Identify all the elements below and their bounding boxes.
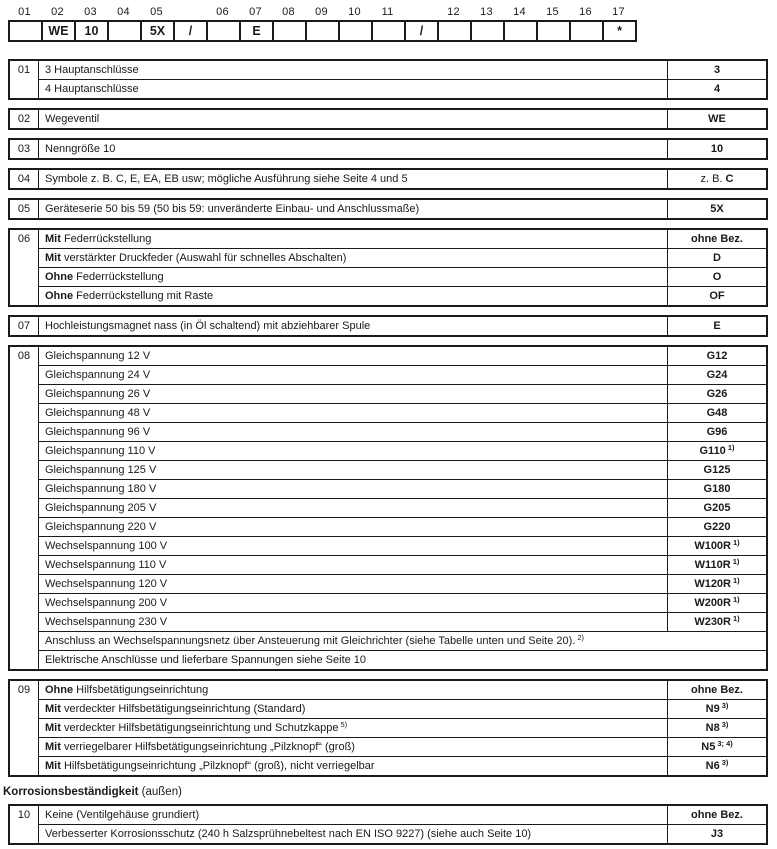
description-text: Federrückstellung: [73, 271, 164, 283]
section-number-05: 05: [10, 200, 39, 218]
table-row: [39, 267, 766, 286]
code-position-labels-row: [8, 6, 768, 20]
row-description: [39, 287, 667, 305]
code-value: 10: [710, 143, 724, 155]
corrosion-heading-rest: (außen): [138, 786, 182, 798]
code-value: W230R: [694, 616, 731, 628]
code-separator-cell-5: /: [175, 22, 208, 40]
code-cell-08: [274, 22, 307, 40]
code-value: G220: [703, 521, 731, 533]
code-value: 4: [713, 83, 721, 95]
row-description: [39, 140, 667, 158]
code-position-label-17: 17: [612, 6, 625, 18]
row-description: [39, 575, 667, 593]
description-text: Gleichspannung 24 V: [45, 369, 151, 381]
row-code: [667, 757, 766, 775]
code-footnote-ref: 3): [721, 701, 729, 710]
row-description: [39, 613, 667, 631]
code-footnote-ref: 1): [733, 576, 740, 585]
table-row: [39, 681, 766, 699]
description-text: verdeckter Hilfsbetätigungseinrichtung und Schutzkappe: [60, 722, 339, 734]
description-text: Anschluss an Wechselspannungsnetz über Ansteuerung mit Gleichrichter (siehe Tabelle unten und Seite 20).: [45, 635, 576, 647]
code-cell-04: [109, 22, 142, 40]
code-value: C: [725, 173, 734, 185]
code-value: E: [713, 320, 721, 332]
code-value: W110R: [694, 559, 731, 571]
description-bold-word: Mit: [45, 252, 61, 264]
row-description: [39, 537, 667, 555]
row-code: [667, 518, 766, 536]
description-text: Nenngröße 10: [45, 143, 116, 155]
description-text: Wechselspannung 120 V: [45, 578, 168, 590]
table-row: [39, 365, 766, 384]
description-text: Hilfsbetätigungseinrichtung: [73, 684, 209, 696]
description-text: Gleichspannung 205 V: [45, 502, 157, 514]
table-row: [39, 699, 766, 718]
table-row: [39, 612, 766, 631]
section-number-02: 02: [10, 110, 39, 128]
table-row: [39, 347, 766, 365]
code-cell-13: [472, 22, 505, 40]
row-code: [667, 738, 766, 756]
code-cell-17: *: [617, 24, 622, 38]
section-rows-09: [39, 681, 766, 775]
row-description: [39, 651, 766, 669]
code-position-label-11: 11: [381, 6, 394, 18]
code-position-label-12: 12: [447, 6, 460, 18]
code-footnote-ref: 3): [721, 758, 729, 767]
row-code: [667, 537, 766, 555]
section-rows-07: [39, 317, 766, 335]
row-description: [39, 347, 667, 365]
ordering-code-strip: [8, 6, 768, 45]
description-text: Wechselspannung 230 V: [45, 616, 168, 628]
code-position-label-07: 07: [249, 6, 262, 18]
row-description: [39, 738, 667, 756]
row-code: [667, 287, 766, 305]
code-footnote-ref: 1): [732, 557, 740, 566]
row-code: [667, 200, 766, 218]
description-text: Hochleistungsmagnet nass (in Öl schaltend) mit abziehbarer Spule: [45, 320, 371, 332]
code-cell-14: [505, 22, 538, 40]
table-row: [39, 631, 766, 650]
table-row: [39, 574, 766, 593]
section-01: [8, 59, 768, 100]
section-04: [8, 168, 768, 190]
section-10: [8, 804, 768, 845]
section-03: [8, 138, 768, 160]
code-value: J3: [710, 828, 724, 840]
code-cell-03: 10: [76, 22, 109, 40]
row-code: [667, 461, 766, 479]
table-row: [39, 650, 766, 669]
code-position-label-05: 05: [150, 6, 163, 18]
code-value: ohne Bez.: [691, 233, 743, 245]
row-code: [667, 700, 766, 718]
table-row: [39, 555, 766, 574]
row-description: [39, 366, 667, 384]
corrosion-heading: [3, 785, 768, 799]
code-footnote-ref: 1): [733, 538, 740, 547]
description-text: Gleichspannung 180 V: [45, 483, 157, 495]
description-text: Gleichspannung 12 V: [45, 350, 151, 362]
table-row: [39, 718, 766, 737]
row-description: [39, 499, 667, 517]
description-text: Hilfsbetätigungseinrichtung „Pilzknopf“ (groß), nicht verriegelbar: [60, 760, 375, 772]
row-description: [39, 317, 667, 335]
description-text: Wechselspannung 100 V: [45, 540, 168, 552]
row-description: [39, 700, 667, 718]
row-description: [39, 200, 667, 218]
table-row: [39, 824, 766, 843]
section-number-06: 06: [10, 230, 39, 305]
code-position-label-09: 09: [315, 6, 328, 18]
code-cell-07: E: [241, 22, 274, 40]
code-cell-10: [340, 22, 373, 40]
code-value: G24: [706, 369, 728, 381]
row-code: [667, 170, 766, 188]
code-position-label-10: 10: [348, 6, 361, 18]
description-text: Gleichspannung 48 V: [45, 407, 151, 419]
section-number-01: 01: [10, 61, 39, 98]
code-position-label-14: 14: [513, 6, 526, 18]
description-bold-word: Mit: [45, 703, 61, 715]
description-footnote-ref: 5): [340, 720, 348, 729]
row-code: [667, 385, 766, 403]
code-position-label-03: 03: [84, 6, 97, 18]
row-description: [39, 249, 667, 267]
code-footnote-ref: 3): [721, 720, 729, 729]
table-row: [39, 422, 766, 441]
table-row: [39, 110, 766, 128]
code-value: D: [713, 252, 721, 264]
row-code: [667, 556, 766, 574]
row-code: [667, 347, 766, 365]
table-row: [39, 536, 766, 555]
row-description: [39, 461, 667, 479]
code-cells-row: [8, 20, 637, 42]
table-row: [39, 286, 766, 305]
description-text: Gleichspannung 220 V: [45, 521, 157, 533]
table-row: [39, 737, 766, 756]
code-position-label-01: 01: [18, 6, 31, 18]
code-value: N6: [705, 760, 720, 772]
row-code: [667, 317, 766, 335]
code-footnote-ref: 1): [733, 614, 740, 623]
code-position-label-04: 04: [117, 6, 130, 18]
code-value: G12: [706, 350, 728, 362]
description-text: Keine (Ventilgehäuse grundiert): [45, 809, 200, 821]
code-value: W100R: [694, 540, 731, 552]
code-value: G26: [706, 388, 728, 400]
table-row: [39, 317, 766, 335]
code-cell-01: [10, 22, 43, 40]
row-description: [39, 385, 667, 403]
code-position-label-13: 13: [480, 6, 493, 18]
row-description: [39, 480, 667, 498]
section-rows-10: [39, 806, 766, 843]
table-row: [39, 403, 766, 422]
row-description: [39, 594, 667, 612]
description-text: Federrückstellung mit Raste: [73, 290, 214, 302]
row-description: [39, 757, 667, 775]
code-position-label-06: 06: [216, 6, 229, 18]
section-rows-06: [39, 230, 766, 305]
table-row: [39, 806, 766, 824]
code-position-label-15: 15: [546, 6, 559, 18]
code-value: G48: [706, 407, 728, 419]
description-text: Elektrische Anschlüsse und lieferbare Spannungen siehe Seite 10: [45, 654, 367, 666]
section-number-04: 04: [10, 170, 39, 188]
description-text: verstärkter Druckfeder (Auswahl für schnelles Abschalten): [60, 252, 347, 264]
section-rows-01: [39, 61, 766, 98]
code-value: O: [712, 271, 722, 283]
code-separator-cell-12: /: [406, 22, 439, 40]
description-text: verriegelbarer Hilfsbetätigungseinrichtung „Pilzknopf“ (groß): [60, 741, 355, 753]
row-description: [39, 806, 667, 824]
description-text: Gleichspannung 125 V: [45, 464, 157, 476]
code-value: 3: [713, 64, 721, 76]
table-row: [39, 79, 766, 98]
row-code: [667, 249, 766, 267]
row-code: [667, 442, 766, 460]
description-text: Gleichspannung 110 V: [45, 445, 156, 457]
row-description: [39, 632, 766, 650]
code-position-label-blank: [173, 6, 206, 20]
row-description: [39, 825, 667, 843]
row-description: [39, 80, 667, 98]
row-description: [39, 681, 667, 699]
code-cell-09: [307, 22, 340, 40]
row-code: [667, 366, 766, 384]
code-value: G125: [703, 464, 731, 476]
section-rows-08: [39, 347, 766, 669]
description-bold-word: Ohne: [45, 684, 74, 696]
code-cell-02: WE: [43, 22, 76, 40]
section-02: [8, 108, 768, 130]
code-position-label-blank: [404, 6, 437, 20]
code-value: N8: [705, 722, 720, 734]
description-text: Wechselspannung 200 V: [45, 597, 168, 609]
row-description: [39, 404, 667, 422]
code-cell-16: [571, 22, 604, 40]
section-rows-03: [39, 140, 766, 158]
code-cell-11: [373, 22, 406, 40]
code-value: ohne Bez.: [691, 684, 743, 696]
description-footnote-ref: 2): [577, 633, 585, 642]
row-code: [667, 61, 766, 79]
row-code: [667, 140, 766, 158]
table-row: [39, 756, 766, 775]
row-code: [667, 80, 766, 98]
row-code: [667, 110, 766, 128]
table-row: [39, 248, 766, 267]
table-row: [39, 498, 766, 517]
description-bold-word: Mit: [45, 722, 61, 734]
section-rows-04: [39, 170, 766, 188]
row-code: [667, 423, 766, 441]
code-value: N5: [701, 741, 716, 753]
section-09: [8, 679, 768, 777]
section-number-10: 10: [10, 806, 39, 843]
row-code: [667, 499, 766, 517]
description-bold-word: Ohne: [45, 271, 74, 283]
ordering-table-main: [8, 59, 768, 777]
code-value: N9: [705, 703, 720, 715]
description-bold-word: Mit: [45, 741, 61, 753]
code-footnote-ref: 3; 4): [717, 739, 733, 748]
description-text: Verbesserter Korrosionsschutz (240 h Salzsprühnebeltest nach EN ISO 9227) (siehe auch Seite 10): [45, 828, 532, 840]
table-row: [39, 200, 766, 218]
description-text: Wegeventil: [45, 113, 100, 125]
code-cell-05: 5X: [142, 22, 175, 40]
corrosion-heading-bold: Korrosionsbeständigkeit: [3, 786, 139, 798]
description-text: Symbole z. B. C, E, EA, EB usw; mögliche Ausführung siehe Seite 4 und 5: [45, 173, 408, 185]
code-value: G110: [699, 445, 726, 457]
code-value: W120R: [694, 578, 731, 590]
row-description: [39, 442, 667, 460]
ordering-table-corrosion: [8, 804, 768, 845]
row-description: [39, 518, 667, 536]
code-value: WE: [708, 113, 726, 125]
section-rows-02: [39, 110, 766, 128]
row-code: [667, 575, 766, 593]
row-description: [39, 719, 667, 737]
code-position-label-16: 16: [579, 6, 592, 18]
section-number-09: 09: [10, 681, 39, 775]
row-code: [667, 719, 766, 737]
description-text: Gleichspannung 26 V: [45, 388, 151, 400]
row-description: [39, 110, 667, 128]
table-row: [39, 479, 766, 498]
code-cell-12: [439, 22, 472, 40]
code-cell-06: [208, 22, 241, 40]
description-text: 4 Hauptanschlüsse: [45, 83, 139, 95]
table-row: [39, 140, 766, 158]
code-prefix: z. B.: [700, 173, 726, 185]
section-number-03: 03: [10, 140, 39, 158]
table-row: [39, 460, 766, 479]
description-text: Gleichspannung 96 V: [45, 426, 151, 438]
row-code: [667, 480, 766, 498]
code-footnote-ref: 1): [727, 443, 735, 452]
code-value: G180: [703, 483, 731, 495]
description-text: 3 Hauptanschlüsse: [45, 64, 139, 76]
code-position-label-08: 08: [282, 6, 295, 18]
row-description: [39, 556, 667, 574]
table-row: [39, 61, 766, 79]
section-07: [8, 315, 768, 337]
table-row: [39, 230, 766, 248]
table-row: [39, 441, 766, 460]
description-text: Federrückstellung: [60, 233, 152, 245]
row-code: [667, 268, 766, 286]
description-text: Geräteserie 50 bis 59 (50 bis 59: unveränderte Einbau- und Anschlussmaße): [45, 203, 420, 215]
code-value: W200R: [694, 597, 731, 609]
table-row: [39, 384, 766, 403]
section-rows-05: [39, 200, 766, 218]
row-description: [39, 230, 667, 248]
description-bold-word: Ohne: [45, 290, 74, 302]
code-value: OF: [709, 290, 725, 302]
row-description: [39, 268, 667, 286]
row-code: [667, 594, 766, 612]
code-footnote-ref: 1): [733, 595, 740, 604]
code-value: G205: [703, 502, 731, 514]
code-value: ohne Bez.: [691, 809, 743, 821]
description-text: Wechselspannung 110 V: [45, 559, 167, 571]
row-code: [667, 230, 766, 248]
table-row: [39, 517, 766, 536]
description-bold-word: Mit: [45, 760, 61, 772]
section-06: [8, 228, 768, 307]
description-bold-word: Mit: [45, 233, 61, 245]
section-number-08: 08: [10, 347, 39, 669]
code-value: 5X: [710, 203, 724, 215]
section-08: [8, 345, 768, 671]
section-05: [8, 198, 768, 220]
row-code: [667, 825, 766, 843]
table-row: [39, 593, 766, 612]
row-description: [39, 423, 667, 441]
row-code: [667, 404, 766, 422]
row-code: [667, 681, 766, 699]
row-description: [39, 61, 667, 79]
row-code: [667, 613, 766, 631]
description-text: verdeckter Hilfsbetätigungseinrichtung (Standard): [60, 703, 306, 715]
section-number-07: 07: [10, 317, 39, 335]
code-position-label-02: 02: [51, 6, 64, 18]
table-row: [39, 170, 766, 188]
row-code: [667, 806, 766, 824]
code-cell-15: [538, 22, 571, 40]
code-value: G96: [706, 426, 728, 438]
row-description: [39, 170, 667, 188]
